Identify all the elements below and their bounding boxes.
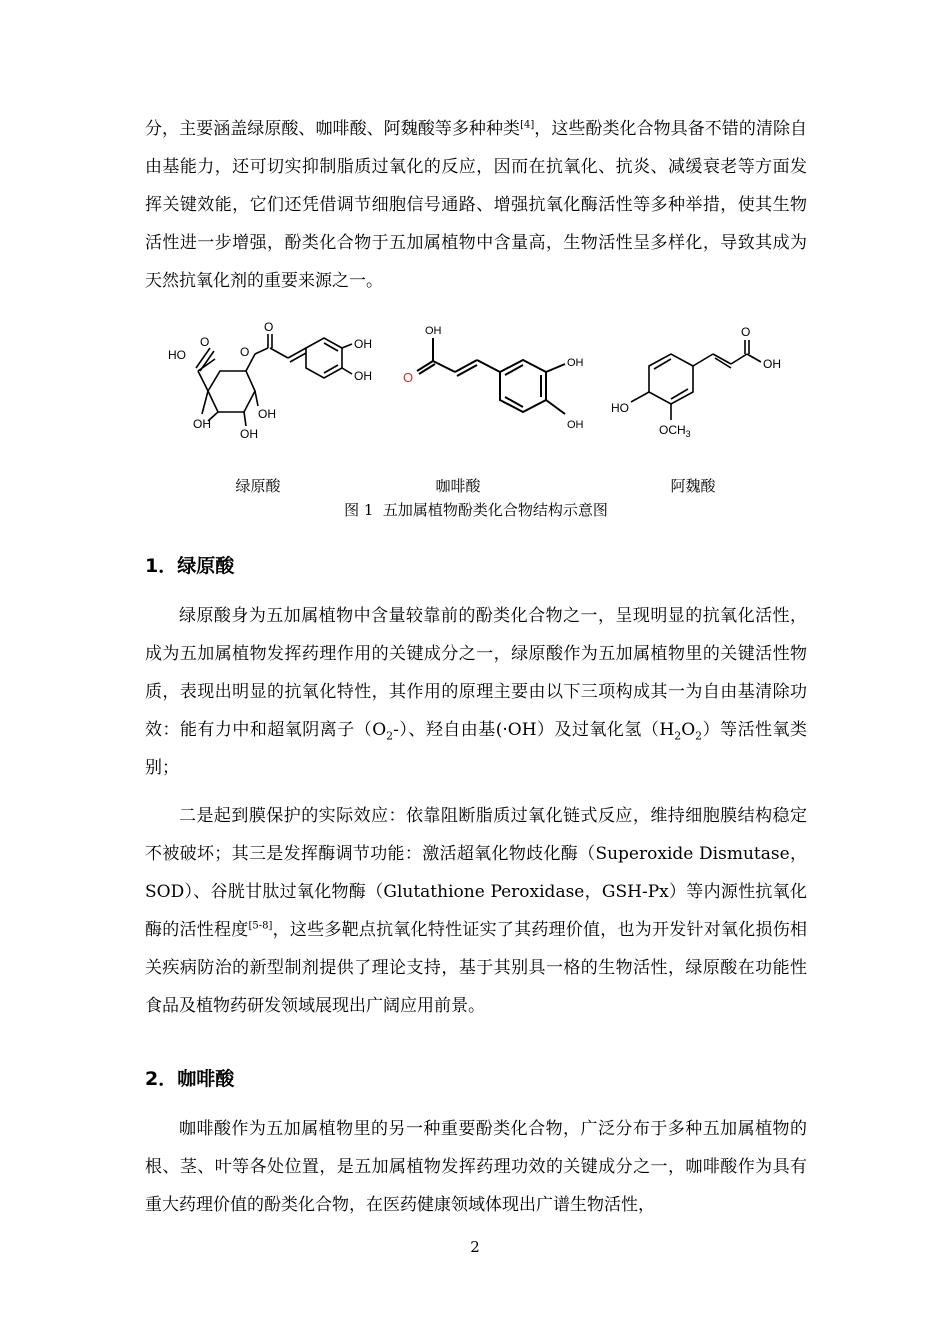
text-span: 二是起到膜保护的实际效应：依靠阻断脂质过氧化链式反应，维持细胞膜结构稳定不被破坏；其三是发挥酶调节功能：激活超氧化物歧化酶（Superoxide Dismutase，SOD）、谷胱甘肽过氧化物酶（Glutathione Peroxidase，GSH-Px）等内源性抗氧化酶的活性程度	[145, 806, 807, 940]
oh-label: OH	[763, 357, 781, 371]
subscript: 2	[386, 729, 394, 743]
text-span: O	[681, 720, 696, 740]
benzene-ring	[500, 360, 546, 412]
section-heading: 1．绿原酸	[145, 555, 235, 577]
oh-label: OH	[425, 325, 442, 337]
compound-name: 阿魏酸	[670, 477, 716, 495]
benzene-ring	[306, 338, 342, 378]
cyclohexane-ring	[208, 371, 255, 412]
oh-label: OH	[258, 407, 276, 421]
section1-paragraph-1	[145, 597, 807, 787]
oh-label: OH	[240, 427, 258, 441]
intro-text-2: ，这些酚类化合物具备不错的清除自由基能力，还可切实抑制脂质过氧化的反应，因而在抗氧化、抗炎、减缓衰老等方面发挥关键效能，它们还凭借调节细胞信号通路、增强抗氧化酶活性等多种举措，使其生物活性进一步增强，酚类化合物于五加属植物中含量高，生物活性呈多样化，导致其成为天然抗氧化剂的重要来源之一。	[145, 119, 808, 291]
oh-label: OH	[354, 369, 372, 383]
oh-label: OH	[567, 419, 584, 431]
o-label: O	[240, 345, 250, 359]
oh-label: OH	[354, 337, 372, 351]
section2-paragraph-1: 咖啡酸作为五加属植物里的另一种重要酚类化合物，广泛分布于多种五加属植物的根、茎、叶等各处位置，是五加属植物发挥药理功效的关键成分之一，咖啡酸作为具有重大药理价值的酚类化合物，在医药健康领域体现出广谱生物活性，	[145, 1119, 807, 1215]
text-span: ）等活性氧类别；	[145, 720, 808, 778]
oh-label: OH	[567, 357, 584, 369]
caffeic-acid-structure	[395, 316, 595, 461]
benzene-ring	[649, 354, 693, 404]
subscript: 2	[695, 729, 703, 743]
oh-label: OH	[193, 417, 211, 431]
section1-paragraph-2	[145, 797, 807, 1025]
text-span: ，这些多靶点抗氧化特性证实了其药理价值，也为开发针对氧化损伤相关疾病防治的新型制剂提供了理论支持，基于其别具一格的生物活性，绿原酸在功能性食品及植物药研发领域展现出广阔应用前景。	[145, 920, 808, 1016]
figure-caption: 图 1 五加属植物酚类化合物结构示意图	[344, 501, 608, 519]
text-span: 绿原酸身为五加属植物中含量较靠前的酚类化合物之一，呈现明显的抗氧化活性，成为五加属植物发挥药理作用的关键成分之一，绿原酸作为五加属植物里的关键活性物质，表现出明显的抗氧化特性，其作用的原理主要由以下三项构成其一为自由基清除功效：能有力中和超氧阴离子（O	[145, 606, 807, 740]
och3-subscript: 3	[685, 429, 691, 439]
compound-name: 咖啡酸	[435, 477, 481, 495]
och3-label	[659, 423, 691, 439]
citation-ref: [5-8]	[248, 920, 273, 932]
intro-paragraph	[145, 110, 807, 300]
och3-text: OCH	[659, 423, 686, 437]
o-label: O	[403, 370, 414, 385]
ho-label: HO	[611, 401, 629, 415]
chlorogenic-acid-structure	[160, 316, 390, 461]
ho-label: HO	[168, 348, 186, 362]
section-heading: 2．咖啡酸	[145, 1068, 235, 1090]
o-label: O	[264, 320, 274, 334]
ferulic-acid-structure	[605, 316, 805, 461]
page-number: 2	[470, 1238, 480, 1256]
o-label: O	[200, 335, 210, 349]
citation-ref: [4]	[520, 119, 535, 131]
compound-name: 绿原酸	[235, 477, 281, 495]
text-span: -）、羟自由基(·OH）及过氧化氢（H	[393, 720, 675, 740]
subscript: 2	[674, 729, 682, 743]
intro-text-1: 分，主要涵盖绿原酸、咖啡酸、阿魏酸等多种种类	[145, 119, 521, 139]
o-label: O	[741, 325, 751, 339]
